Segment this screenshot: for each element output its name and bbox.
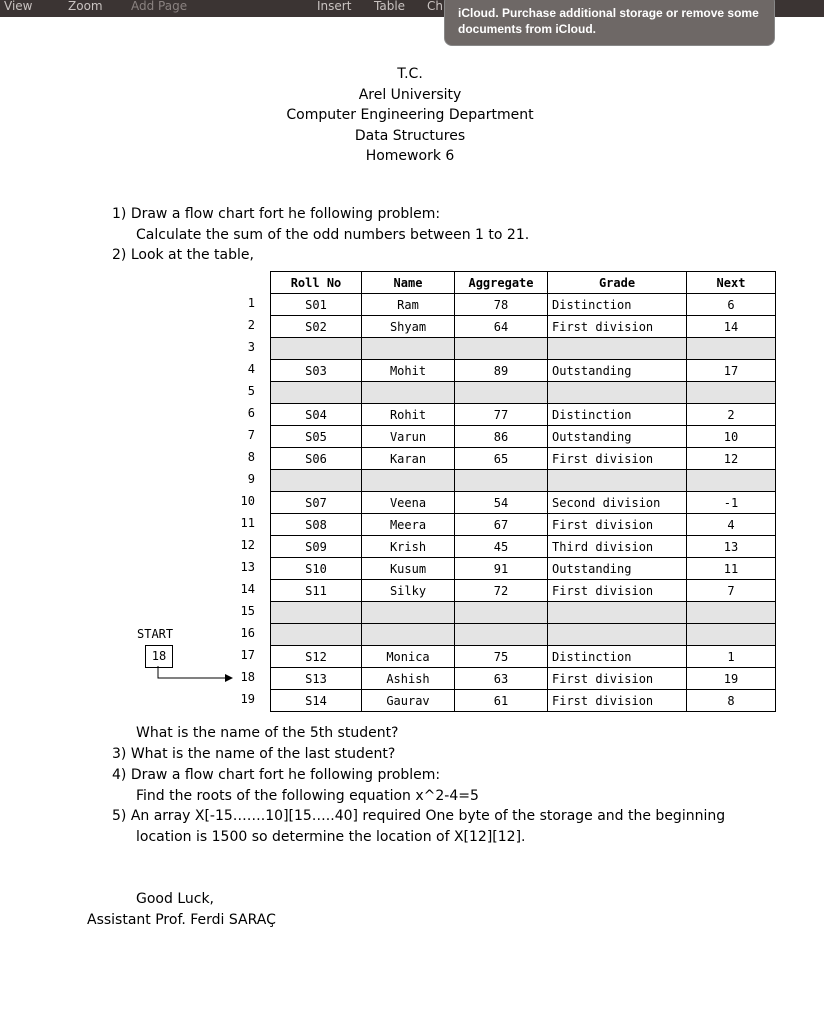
table-row [271,668,776,690]
table-cell: Monica [362,646,455,668]
table-cell: 19 [687,668,776,690]
table-cell: Outstanding [548,558,687,580]
table-cell: Veena [362,492,455,514]
table-cell: Ashish [362,668,455,690]
view-menu[interactable]: View [4,0,33,13]
table-cell: S14 [271,690,362,712]
header-line: Computer Engineering Department [286,107,534,123]
table-cell: Second division [548,492,687,514]
table-cell [271,624,362,646]
table-cell: 75 [455,646,548,668]
table-cell [687,602,776,624]
row-number: 1 [247,296,255,310]
table-cell: Distinction [548,294,687,316]
table-cell: S02 [271,316,362,338]
header-line: Data Structures [354,127,466,144]
table-cell: 54 [455,492,548,514]
table-cell: 78 [455,294,548,316]
table-button[interactable]: Table [374,0,406,13]
row-number: 12 [240,538,255,552]
table-cell: 7 [687,580,776,602]
table-cell: Third division [548,536,687,558]
row-number: 17 [240,648,255,662]
table-cell: 67 [455,514,548,536]
column-header: Next [687,272,776,294]
row-number: 10 [240,494,255,508]
table-cell: 13 [687,536,776,558]
row-number: 16 [240,626,255,640]
table-cell: Distinction [548,646,687,668]
table-cell: 17 [687,360,776,382]
table-cell: 12 [687,448,776,470]
table-cell [687,382,776,404]
table-row [271,514,776,536]
table-cell: Varun [362,426,455,448]
table-cell [687,624,776,646]
table-row [271,536,776,558]
question-5: 5) An array X[-15…….10][15…..40] required One byte of the storage and the beginning [112,808,726,824]
table-cell: S11 [271,580,362,602]
add-page-button[interactable]: Add Page [131,0,188,13]
table-cell: First division [548,316,687,338]
table-cell: 91 [455,558,548,580]
table-cell [455,470,548,492]
table-row [271,492,776,514]
table-cell: First division [548,690,687,712]
table-cell: S06 [271,448,362,470]
table-cell: First division [548,514,687,536]
table-cell: S10 [271,558,362,580]
table-row [271,360,776,382]
table-cell [362,470,455,492]
document-header [0,64,822,167]
table-cell: Kusum [362,558,455,580]
table-row [271,580,776,602]
table-row [271,426,776,448]
start-arrow-icon [155,666,235,682]
table-row [271,338,776,360]
table-cell: Outstanding [548,360,687,382]
row-number: 9 [247,472,255,486]
row-number: 2 [247,318,255,332]
row-number: 14 [240,582,255,596]
closing: Good Luck, [136,891,214,907]
table-cell: S08 [271,514,362,536]
table-cell: First division [548,668,687,690]
chart-button[interactable]: Ch [427,0,443,13]
header-line: Homework 6 [365,148,455,164]
table-cell: 10 [687,426,776,448]
table-cell: Meera [362,514,455,536]
question-4: 4) Draw a flow chart fort he following problem: [112,767,441,783]
table-cell: S01 [271,294,362,316]
table-cell [548,338,687,360]
column-header: Grade [548,272,687,294]
table-row [271,558,776,580]
table-cell: 6 [687,294,776,316]
table-cell: S13 [271,668,362,690]
student-table [270,271,776,712]
table-cell: 1 [687,646,776,668]
table-cell: S05 [271,426,362,448]
table-cell [271,338,362,360]
row-number: 8 [247,450,255,464]
table-cell [455,624,548,646]
row-number: 4 [247,362,255,376]
table-cell [455,338,548,360]
row-number: 6 [247,406,255,420]
column-header: Name [362,272,455,294]
table-row [271,690,776,712]
table-row [271,646,776,668]
table-cell: Distinction [548,404,687,426]
table-cell: 64 [455,316,548,338]
table-cell: First division [548,580,687,602]
table-cell: 86 [455,426,548,448]
row-number: 3 [247,340,255,354]
table-cell [362,338,455,360]
table-cell [548,382,687,404]
table-row [271,316,776,338]
table-cell: First division [548,448,687,470]
table-cell [687,470,776,492]
table-cell [362,602,455,624]
table-cell [271,382,362,404]
header-line: Arel University [358,86,462,103]
question-1: 1) Draw a flow chart fort he following problem: [112,206,441,222]
table-cell [455,382,548,404]
table-cell: 45 [455,536,548,558]
start-box: 18 [145,645,173,668]
table-row [271,448,776,470]
table-row [271,382,776,404]
table-cell: Gaurav [362,690,455,712]
table-cell: Outstanding [548,426,687,448]
table-cell [548,602,687,624]
column-header: Roll No [271,272,362,294]
table-cell: 77 [455,404,548,426]
row-number: 19 [240,692,255,706]
question-4-detail: Find the roots of the following equation x^2-4=5 [136,788,479,804]
row-number: 7 [247,428,255,442]
table-cell [362,624,455,646]
table-cell [271,602,362,624]
row-number: 13 [240,560,255,574]
start-label: START [137,627,174,641]
table-cell [548,470,687,492]
question-2-detail: What is the name of the 5th student? [136,725,399,741]
table-cell: 72 [455,580,548,602]
table-cell: 4 [687,514,776,536]
table-cell: 65 [455,448,548,470]
insert-button[interactable]: Insert [317,0,352,13]
table-cell: 11 [687,558,776,580]
table-cell [687,338,776,360]
table-cell: S09 [271,536,362,558]
table-cell: 8 [687,690,776,712]
table-cell: 14 [687,316,776,338]
header-line: T.C. [397,66,423,82]
icloud-notification[interactable]: iCloud. Purchase additional storage or remove some documents from iCloud. [444,0,775,46]
row-number: 5 [247,384,255,398]
table-cell: Rohit [362,404,455,426]
table-cell: Krish [362,536,455,558]
table-cell: Shyam [362,316,455,338]
table-cell: 63 [455,668,548,690]
table-cell: S03 [271,360,362,382]
table-row [271,624,776,646]
table-cell: S04 [271,404,362,426]
table-cell: 61 [455,690,548,712]
zoom-menu[interactable]: Zoom [68,0,103,13]
question-1-detail: Calculate the sum of the odd numbers between 1 to 21. [136,227,530,243]
table-row [271,602,776,624]
table-cell: 2 [687,404,776,426]
table-cell: -1 [687,492,776,514]
table-cell: Ram [362,294,455,316]
table-row [271,404,776,426]
table-cell: S07 [271,492,362,514]
table-cell [362,382,455,404]
table-row [271,470,776,492]
row-number: 11 [240,516,255,530]
table-cell: S12 [271,646,362,668]
question-3: 3) What is the name of the last student? [112,746,396,762]
question-2: 2) Look at the table, [112,247,254,263]
table-cell [455,602,548,624]
row-number: 18 [240,670,255,684]
question-5-detail: location is 1500 so determine the location of X[12][12]. [136,829,526,845]
table-cell: Silky [362,580,455,602]
table-row [271,294,776,316]
row-number: 15 [240,604,255,618]
table-cell [271,470,362,492]
table-cell [548,624,687,646]
table-cell: Mohit [362,360,455,382]
table-cell: 89 [455,360,548,382]
signature: Assistant Prof. Ferdi SARAÇ [87,912,276,928]
table-cell: Karan [362,448,455,470]
column-header: Aggregate [455,272,548,294]
